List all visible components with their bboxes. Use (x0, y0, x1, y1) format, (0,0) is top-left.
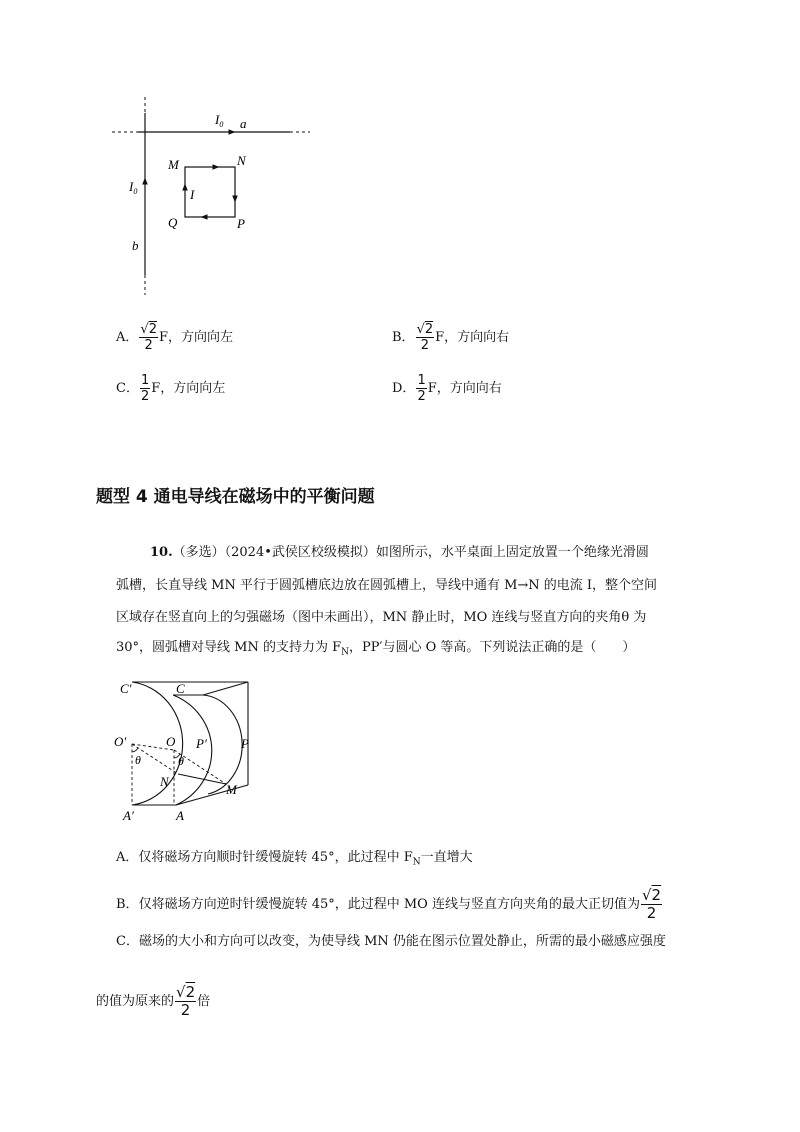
label-o: O (166, 734, 176, 749)
label-a: A (176, 808, 184, 823)
label-q: Q (168, 215, 178, 230)
label-b: b (132, 238, 139, 253)
label-a-prime: A′ (123, 808, 134, 823)
option-c-letter: C． (116, 381, 139, 396)
option-a (116, 323, 233, 352)
label-a: a (240, 116, 247, 131)
question-10-line3: 区域存在竖直向上的匀强磁场（图中未画出），MN 静止时，MO 连线与竖直方向的夹角θ 为 (116, 610, 647, 625)
label-m: M (226, 782, 237, 797)
label-p: P (241, 736, 249, 751)
question-number: 10. (150, 545, 173, 560)
option-d-text: F，方向向右 (427, 381, 502, 396)
label-theta-2: θ (178, 754, 184, 768)
label-m: M (168, 157, 179, 172)
label-p-prime: P′ (196, 736, 207, 751)
option-d-letter: D． (392, 381, 416, 396)
label-o-prime: O′ (114, 734, 127, 749)
edge-bottom (176, 785, 248, 805)
q10-option-a: A．仅将磁场方向顺时针缓慢旋转 45°，此过程中 $F_N$一直增大 (116, 850, 473, 868)
option-b-text: F，方向向右 (435, 330, 510, 345)
edge-top-diag (203, 682, 248, 695)
q10-option-c-fraction: $\frac{√2}{2}$ (176, 983, 196, 1019)
option-b-letter: B． (392, 330, 415, 345)
section-heading: 题型 4 通电导线在磁场中的平衡问题 (96, 487, 375, 507)
arc-outer (203, 695, 242, 794)
label-c-prime: C′ (120, 681, 132, 696)
label-theta-1: θ (135, 753, 141, 767)
question-10-line2: 弧槽，长直导线 MN 平行于圆弧槽底边放在圆弧槽上，导线中通有 M→N 的电流 I，整个空间 (116, 578, 658, 593)
option-d-fraction: $\frac{1}{2}$ (417, 373, 426, 404)
option-c-fraction: $\frac{1}{2}$ (140, 373, 150, 404)
label-c: C (176, 681, 185, 696)
option-a-text: F，方向向左 (158, 330, 233, 345)
q10-option-c-line2: 的值为原来的 $\frac{√2}{2}$ 倍 (96, 983, 211, 1019)
option-c (116, 374, 225, 403)
option-c-text: F，方向向左 (151, 381, 226, 396)
label-i: I (190, 187, 195, 202)
label-n: N (160, 774, 169, 789)
q10-option-b: B．仅将磁场方向逆时针缓慢旋转 45°，此过程中 MO 连线与竖直方向夹角的最大正切值为 $\frac{√2}{2}$ (116, 886, 662, 922)
label-i0-left: $I_0$ (129, 179, 138, 196)
angle-arc-1 (132, 748, 138, 752)
figure-arc-groove-diagram (108, 672, 278, 827)
q10-option-c-line1: C．磁场的大小和方向可以改变，为使导线 MN 仍能在图示位置处静止，所需的最小磁感应强度 (116, 934, 666, 949)
option-b-fraction: $\frac{√2}{2}$ (416, 322, 434, 353)
figure-wire-loop-diagram (110, 95, 320, 300)
option-b (392, 323, 509, 352)
question-10-line4: 30°，圆弧槽对导线 MN 的支持力为 $F_N$，PP′与圆心 O 等高。下列说法正确的是（ ） (116, 640, 636, 658)
label-i0-top: $I_0$ (215, 112, 224, 129)
q10-option-b-fraction: $\frac{√2}{2}$ (641, 886, 662, 922)
label-p: P (237, 216, 245, 231)
option-a-letter: A． (116, 330, 139, 345)
option-d (392, 374, 502, 403)
label-n: N (237, 153, 246, 168)
question-10-line1: 10.（多选）（2024•武侯区校级模拟）如图所示，水平桌面上固定放置一个绝缘光滑圆 (150, 545, 649, 560)
option-a-fraction: $\frac{√2}{2}$ (140, 322, 157, 353)
